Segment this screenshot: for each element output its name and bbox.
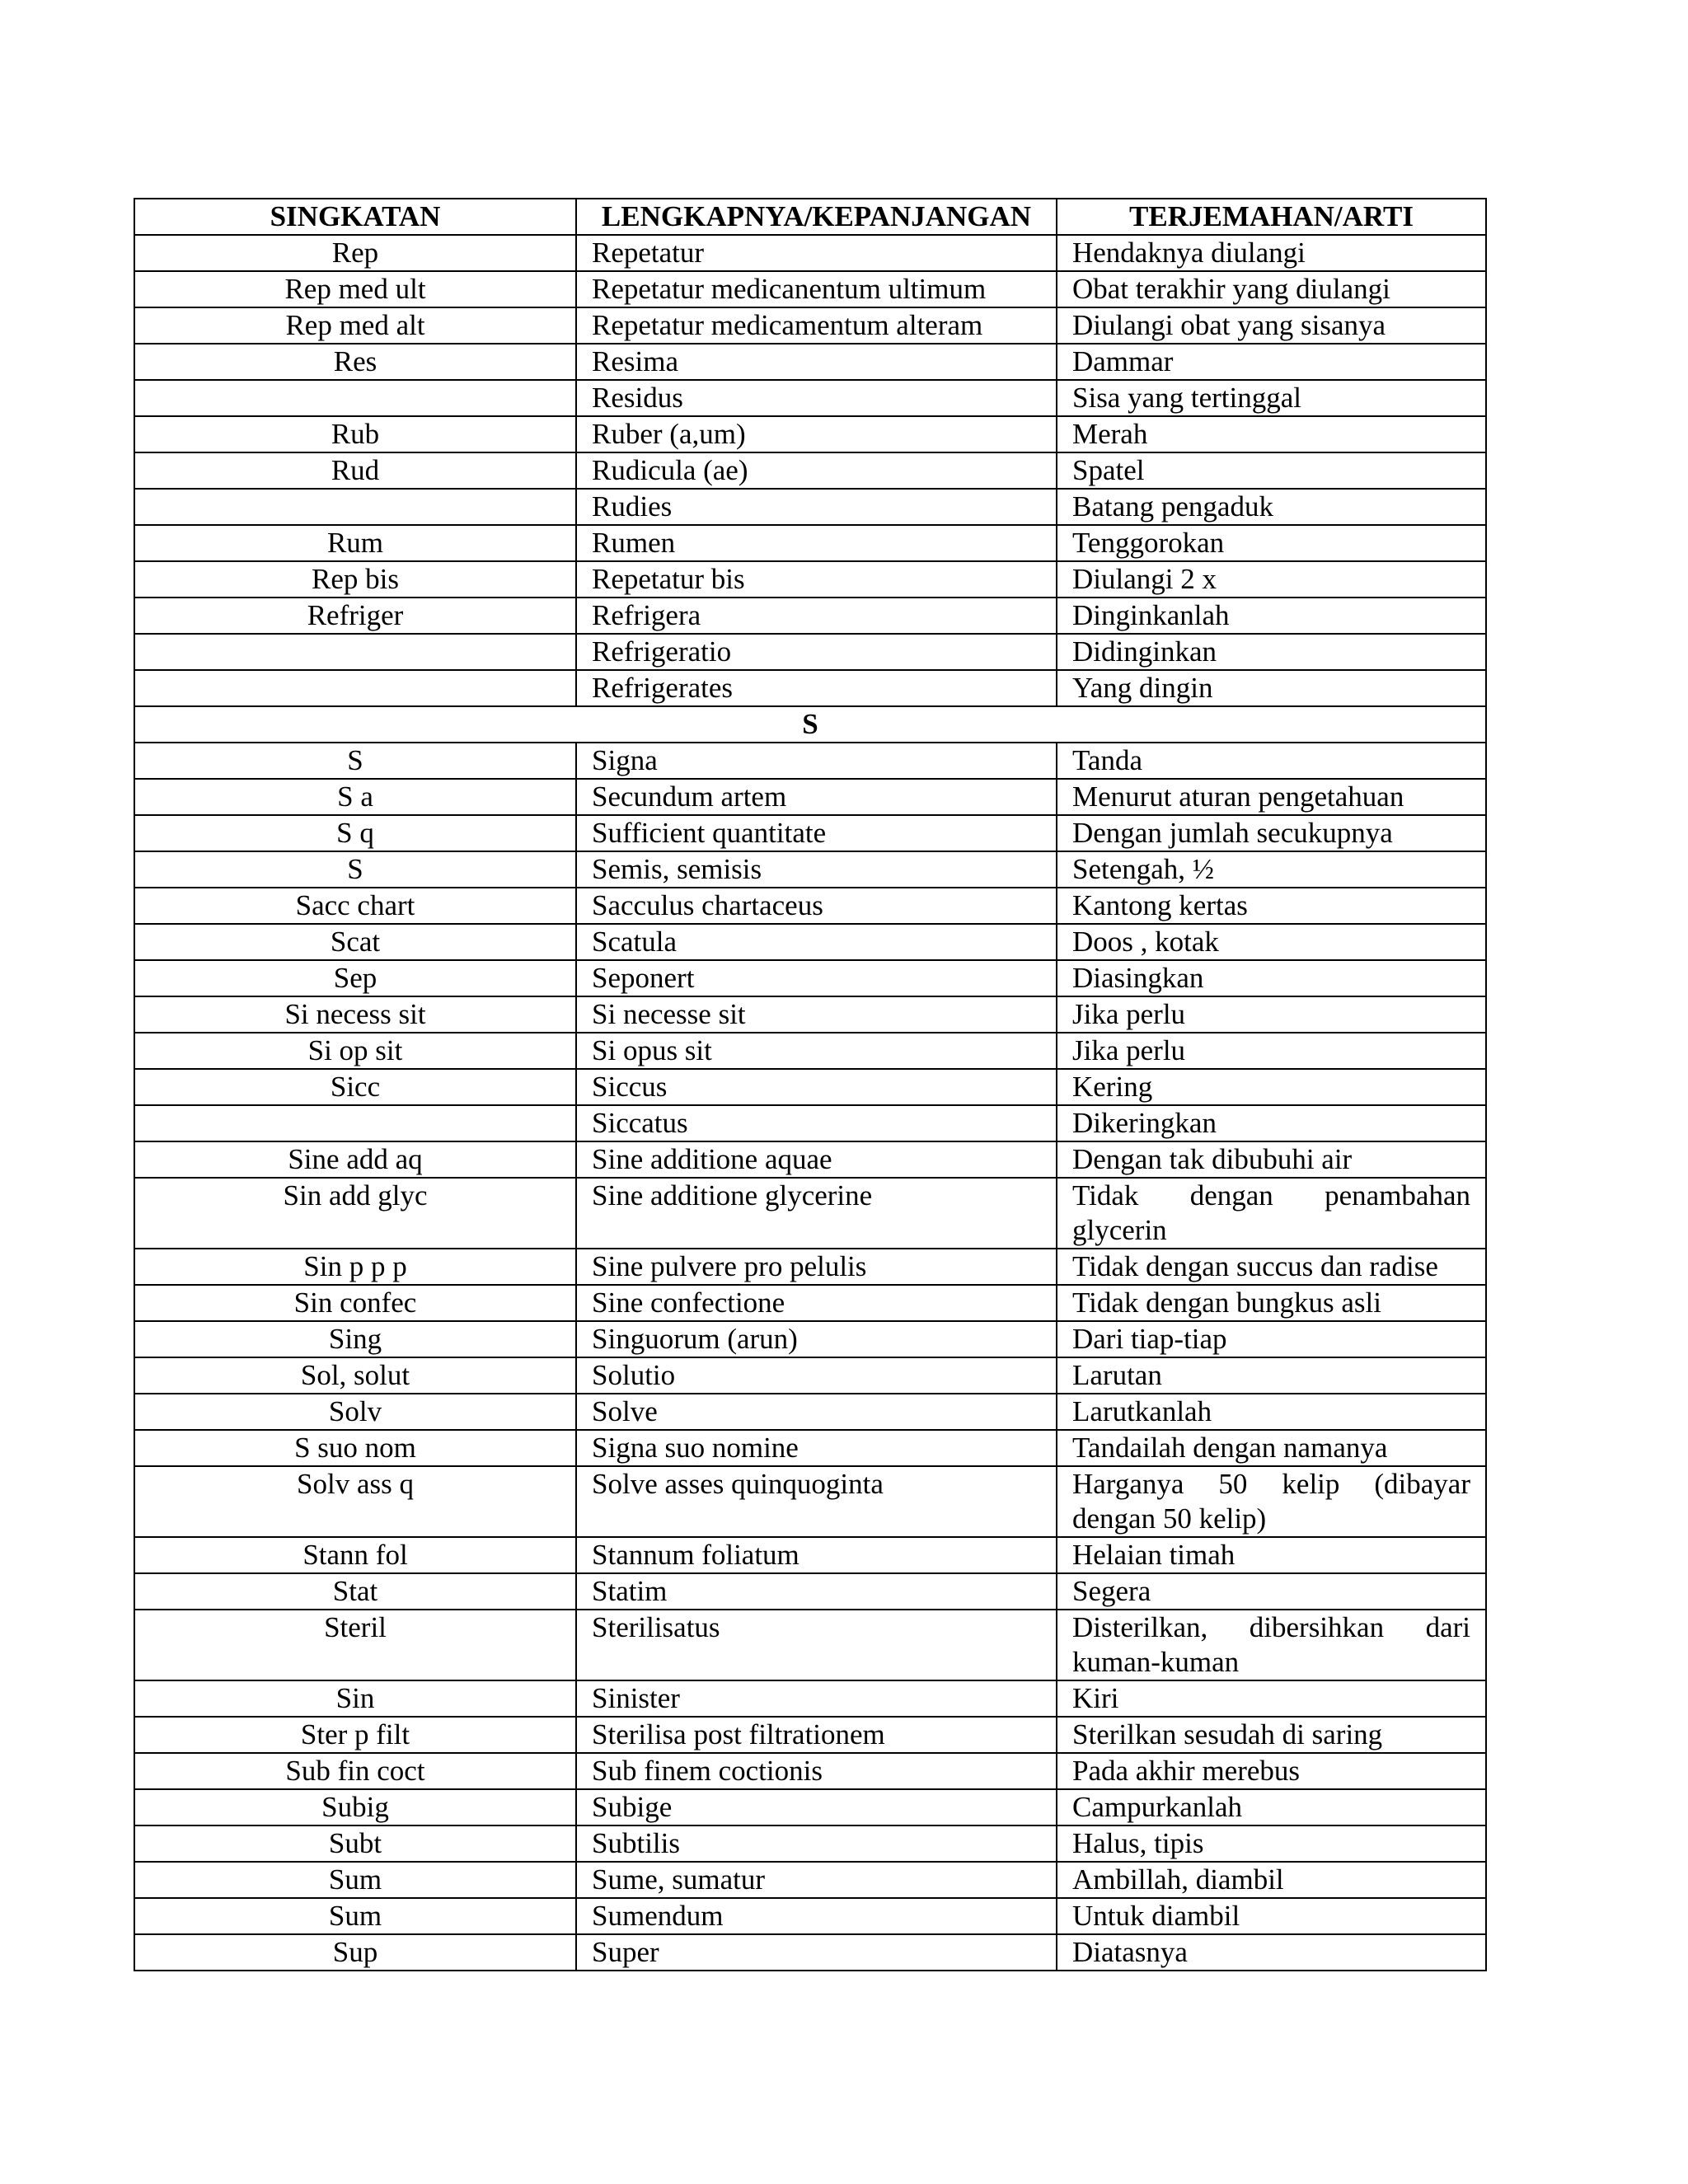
full-form-cell: Refrigerates <box>576 670 1057 706</box>
abbreviation-cell: S <box>134 851 576 888</box>
table-row <box>134 344 1486 380</box>
table-row <box>134 996 1486 1033</box>
table-row <box>134 1753 1486 1789</box>
table-row <box>134 1789 1486 1825</box>
table-row <box>134 1249 1486 1285</box>
abbreviation-cell <box>134 634 576 670</box>
abbreviation-cell: Sub fin coct <box>134 1753 576 1789</box>
meaning-cell: Tidak dengan succus dan radise <box>1057 1249 1486 1285</box>
full-form-cell: Si necesse sit <box>576 996 1057 1033</box>
meaning-cell: Kantong kertas <box>1057 888 1486 924</box>
header-full-form: LENGKAPNYA/KEPANJANGAN <box>576 199 1057 235</box>
table-row <box>134 1178 1486 1249</box>
table-row <box>134 1934 1486 1971</box>
full-form-cell: Sufficient quantitate <box>576 815 1057 851</box>
abbreviation-cell: Subig <box>134 1789 576 1825</box>
full-form-cell: Sine confectione <box>576 1285 1057 1321</box>
meaning-cell: Tandailah dengan namanya <box>1057 1430 1486 1466</box>
abbreviation-cell: Scat <box>134 924 576 960</box>
table-row <box>134 561 1486 598</box>
abbreviation-table <box>134 198 1487 1971</box>
meaning-cell: Menurut aturan pengetahuan <box>1057 779 1486 815</box>
meaning-cell: Diasingkan <box>1057 960 1486 996</box>
abbreviation-cell: Si necess sit <box>134 996 576 1033</box>
full-form-cell: Signa suo nomine <box>576 1430 1057 1466</box>
abbreviation-cell: Sup <box>134 1934 576 1971</box>
abbreviation-cell: Sin add glyc <box>134 1178 576 1249</box>
full-form-cell: Ruber (a,um) <box>576 416 1057 452</box>
meaning-cell: Kiri <box>1057 1680 1486 1717</box>
meaning-cell: Dengan jumlah secukupnya <box>1057 815 1486 851</box>
table-body <box>134 235 1486 1971</box>
abbreviation-cell: Steril <box>134 1610 576 1680</box>
meaning-cell: Untuk diambil <box>1057 1898 1486 1934</box>
full-form-cell: Resima <box>576 344 1057 380</box>
abbreviation-cell: Sin confec <box>134 1285 576 1321</box>
full-form-cell: Repetatur medicamentum alteram <box>576 307 1057 344</box>
table-row <box>134 743 1486 779</box>
meaning-cell: Setengah, ½ <box>1057 851 1486 888</box>
table-row <box>134 1069 1486 1105</box>
full-form-cell: Subtilis <box>576 1825 1057 1862</box>
meaning-cell: Didinginkan <box>1057 634 1486 670</box>
meaning-cell: Ambillah, diambil <box>1057 1862 1486 1898</box>
full-form-cell: Sub finem coctionis <box>576 1753 1057 1789</box>
full-form-cell: Siccus <box>576 1069 1057 1105</box>
full-form-cell: Secundum artem <box>576 779 1057 815</box>
meaning-cell: Helaian timah <box>1057 1537 1486 1573</box>
full-form-cell: Semis, semisis <box>576 851 1057 888</box>
full-form-cell: Sterilisa post filtrationem <box>576 1717 1057 1753</box>
table-row <box>134 1394 1486 1430</box>
meaning-cell: Disterilkan, dibersihkan dari kuman-kuman <box>1057 1610 1486 1680</box>
abbreviation-cell: Rum <box>134 525 576 561</box>
abbreviation-cell: Sin p p p <box>134 1249 576 1285</box>
table-row <box>134 489 1486 525</box>
full-form-cell: Repetatur <box>576 235 1057 271</box>
table-row <box>134 1825 1486 1862</box>
abbreviation-cell: Sep <box>134 960 576 996</box>
abbreviation-cell: Sin <box>134 1680 576 1717</box>
meaning-cell: Spatel <box>1057 452 1486 489</box>
full-form-cell: Si opus sit <box>576 1033 1057 1069</box>
full-form-cell: Sumendum <box>576 1898 1057 1934</box>
abbreviation-cell: Rep med ult <box>134 271 576 307</box>
meaning-cell: Jika perlu <box>1057 996 1486 1033</box>
full-form-cell: Sume, sumatur <box>576 1862 1057 1898</box>
full-form-cell: Signa <box>576 743 1057 779</box>
meaning-cell: Dinginkanlah <box>1057 598 1486 634</box>
abbreviation-cell: Sicc <box>134 1069 576 1105</box>
meaning-cell: Harganya 50 kelip (dibayar dengan 50 kelip) <box>1057 1466 1486 1537</box>
abbreviation-cell: Sum <box>134 1898 576 1934</box>
abbreviation-cell: Rub <box>134 416 576 452</box>
meaning-cell: Tenggorokan <box>1057 525 1486 561</box>
abbreviation-cell: Sum <box>134 1862 576 1898</box>
table-row <box>134 1466 1486 1537</box>
meaning-cell: Tidak dengan bungkus asli <box>1057 1285 1486 1321</box>
table-row <box>134 815 1486 851</box>
table-row <box>134 271 1486 307</box>
meaning-cell: Yang dingin <box>1057 670 1486 706</box>
table-row <box>134 452 1486 489</box>
meaning-cell: Diatasnya <box>1057 1934 1486 1971</box>
meaning-cell: Kering <box>1057 1069 1486 1105</box>
table-row <box>134 1105 1486 1141</box>
full-form-cell: Rudicula (ae) <box>576 452 1057 489</box>
meaning-cell: Merah <box>1057 416 1486 452</box>
meaning-cell: Pada akhir merebus <box>1057 1753 1486 1789</box>
abbreviation-cell <box>134 380 576 416</box>
table-row <box>134 1610 1486 1680</box>
table-row <box>134 1141 1486 1178</box>
meaning-cell: Jika perlu <box>1057 1033 1486 1069</box>
table-row <box>134 525 1486 561</box>
abbreviation-cell: Solv ass q <box>134 1466 576 1537</box>
full-form-cell: Sine additione aquae <box>576 1141 1057 1178</box>
meaning-cell: Hendaknya diulangi <box>1057 235 1486 271</box>
meaning-cell: Larutan <box>1057 1357 1486 1394</box>
full-form-cell: Siccatus <box>576 1105 1057 1141</box>
full-form-cell: Solve asses quinquoginta <box>576 1466 1057 1537</box>
table-row <box>134 924 1486 960</box>
abbreviation-cell: Ster p filt <box>134 1717 576 1753</box>
meaning-cell: Batang pengaduk <box>1057 489 1486 525</box>
abbreviation-cell: Sol, solut <box>134 1357 576 1394</box>
table-header <box>134 199 1486 235</box>
abbreviation-cell: Stann fol <box>134 1537 576 1573</box>
table-row <box>134 634 1486 670</box>
table-row <box>134 1357 1486 1394</box>
full-form-cell: Statim <box>576 1573 1057 1610</box>
table-row <box>134 960 1486 996</box>
meaning-cell: Campurkanlah <box>1057 1789 1486 1825</box>
meaning-cell: Halus, tipis <box>1057 1825 1486 1862</box>
full-form-cell: Sine additione glycerine <box>576 1178 1057 1249</box>
abbreviation-cell: Rep med alt <box>134 307 576 344</box>
abbreviation-cell: Subt <box>134 1825 576 1862</box>
abbreviation-cell <box>134 1105 576 1141</box>
table-row <box>134 380 1486 416</box>
table-row <box>134 598 1486 634</box>
abbreviation-cell: Rep <box>134 235 576 271</box>
table-row <box>134 1898 1486 1934</box>
full-form-cell: Refrigeratio <box>576 634 1057 670</box>
abbreviation-cell: Solv <box>134 1394 576 1430</box>
abbreviation-cell: Si op sit <box>134 1033 576 1069</box>
full-form-cell: Repetatur medicanentum ultimum <box>576 271 1057 307</box>
abbreviation-cell: S <box>134 743 576 779</box>
table-row <box>134 670 1486 706</box>
meaning-cell: Larutkanlah <box>1057 1394 1486 1430</box>
abbreviation-cell: S q <box>134 815 576 851</box>
full-form-cell: Subige <box>576 1789 1057 1825</box>
table-row <box>134 1862 1486 1898</box>
full-form-cell: Rumen <box>576 525 1057 561</box>
meaning-cell: Tanda <box>1057 743 1486 779</box>
meaning-cell: Obat terakhir yang diulangi <box>1057 271 1486 307</box>
full-form-cell: Sterilisatus <box>576 1610 1057 1680</box>
abbreviation-cell <box>134 489 576 525</box>
section-heading: S <box>134 706 1486 743</box>
table-row <box>134 416 1486 452</box>
table-row <box>134 1321 1486 1357</box>
abbreviation-cell: Rep bis <box>134 561 576 598</box>
abbreviation-cell <box>134 670 576 706</box>
table-row <box>134 851 1486 888</box>
full-form-cell: Sine pulvere pro pelulis <box>576 1249 1057 1285</box>
meaning-cell: Diulangi 2 x <box>1057 561 1486 598</box>
table-row <box>134 307 1486 344</box>
table-row <box>134 1033 1486 1069</box>
header-meaning: TERJEMAHAN/ARTI <box>1057 199 1486 235</box>
meaning-cell: Dammar <box>1057 344 1486 380</box>
header-row <box>134 199 1486 235</box>
abbreviation-cell: Sing <box>134 1321 576 1357</box>
abbreviation-cell: Res <box>134 344 576 380</box>
abbreviation-cell: Sacc chart <box>134 888 576 924</box>
full-form-cell: Scatula <box>576 924 1057 960</box>
full-form-cell: Repetatur bis <box>576 561 1057 598</box>
abbreviation-cell: S suo nom <box>134 1430 576 1466</box>
abbreviation-cell: Stat <box>134 1573 576 1610</box>
table-row <box>134 1430 1486 1466</box>
table-row <box>134 1717 1486 1753</box>
meaning-cell: Sterilkan sesudah di saring <box>1057 1717 1486 1753</box>
table-row <box>134 1680 1486 1717</box>
meaning-cell: Dikeringkan <box>1057 1105 1486 1141</box>
section-row <box>134 706 1486 743</box>
table-row <box>134 1573 1486 1610</box>
meaning-cell: Sisa yang tertinggal <box>1057 380 1486 416</box>
full-form-cell: Solve <box>576 1394 1057 1430</box>
meaning-cell: Diulangi obat yang sisanya <box>1057 307 1486 344</box>
header-abbreviation: SINGKATAN <box>134 199 576 235</box>
meaning-cell: Dari tiap-tiap <box>1057 1321 1486 1357</box>
abbreviation-cell: S a <box>134 779 576 815</box>
table-row <box>134 888 1486 924</box>
meaning-cell: Doos , kotak <box>1057 924 1486 960</box>
meaning-cell: Segera <box>1057 1573 1486 1610</box>
meaning-cell: Dengan tak dibubuhi air <box>1057 1141 1486 1178</box>
full-form-cell: Refrigera <box>576 598 1057 634</box>
abbreviation-cell: Refriger <box>134 598 576 634</box>
table-row <box>134 779 1486 815</box>
table-row <box>134 1537 1486 1573</box>
full-form-cell: Residus <box>576 380 1057 416</box>
table-row <box>134 235 1486 271</box>
meaning-cell: Tidak dengan penambahan glycerin <box>1057 1178 1486 1249</box>
full-form-cell: Singuorum (arun) <box>576 1321 1057 1357</box>
full-form-cell: Rudies <box>576 489 1057 525</box>
full-form-cell: Sinister <box>576 1680 1057 1717</box>
full-form-cell: Super <box>576 1934 1057 1971</box>
full-form-cell: Sacculus chartaceus <box>576 888 1057 924</box>
abbreviation-cell: Rud <box>134 452 576 489</box>
full-form-cell: Stannum foliatum <box>576 1537 1057 1573</box>
full-form-cell: Solutio <box>576 1357 1057 1394</box>
abbreviation-cell: Sine add aq <box>134 1141 576 1178</box>
full-form-cell: Seponert <box>576 960 1057 996</box>
table-row <box>134 1285 1486 1321</box>
